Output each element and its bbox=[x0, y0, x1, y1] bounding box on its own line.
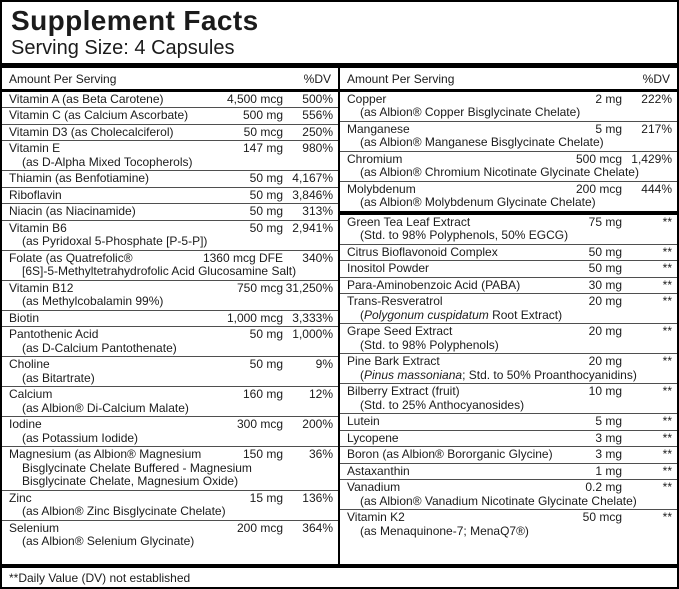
ingredient-row bbox=[340, 278, 677, 295]
ingredient-row bbox=[340, 510, 677, 539]
ingredient-main-line bbox=[9, 205, 333, 219]
ingredient-dv: 2,941% bbox=[292, 220, 333, 235]
ingredient-row bbox=[340, 182, 677, 211]
ingredient-dv: ** bbox=[662, 463, 672, 478]
ingredient-subtext: (as Pyridoxal 5-Phosphate [P-5-P]) bbox=[22, 234, 208, 249]
ingredient-subtext: (as Potassium Iodide) bbox=[22, 430, 139, 445]
ingredient-amount: 50 mcg bbox=[243, 124, 283, 139]
ingredient-amount: 200 mcg bbox=[236, 520, 283, 535]
ingredient-dv: 3,333% bbox=[292, 310, 333, 325]
ingredient-row bbox=[2, 491, 338, 521]
amount-per-serving-label: Amount Per Serving bbox=[9, 71, 117, 86]
facts-columns bbox=[2, 68, 677, 564]
ingredient-dv: ** bbox=[662, 354, 672, 369]
ingredient-row bbox=[340, 447, 677, 464]
ingredient-name: Vitamin C (as Calcium Ascorbate) bbox=[9, 108, 189, 123]
ingredient-dv: 36% bbox=[308, 447, 333, 462]
ingredient-amount: 2 mg bbox=[595, 91, 622, 106]
ingredient-row bbox=[340, 324, 677, 354]
ingredient-subtext: (Polygonum cuspidatum Root Extract) bbox=[360, 307, 563, 322]
ingredient-dv: ** bbox=[662, 324, 672, 339]
ingredient-row bbox=[340, 92, 677, 122]
ingredient-subtext: (Std. to 98% Polyphenols) bbox=[360, 337, 499, 352]
serving-size: Serving Size: 4 Capsules bbox=[11, 37, 235, 60]
ingredient-amount: 750 mcg bbox=[236, 280, 283, 295]
ingredient-dv: ** bbox=[662, 510, 672, 525]
ingredient-dv: 1,429% bbox=[631, 151, 672, 166]
ingredient-subtext: (as Menaquinone-7; MenaQ7®) bbox=[360, 523, 529, 538]
amount-per-serving-label: Amount Per Serving bbox=[347, 71, 455, 86]
daily-value-footnote: **Daily Value (DV) not established bbox=[9, 571, 191, 585]
ingredient-dv: 556% bbox=[302, 108, 333, 123]
ingredient-name: Copper bbox=[347, 91, 387, 106]
ingredient-main-line bbox=[9, 522, 333, 536]
ingredient-amount: 500 mg bbox=[242, 108, 283, 123]
ingredient-name: Vanadium bbox=[347, 480, 401, 495]
ingredient-row bbox=[340, 480, 677, 510]
ingredient-dv: 12% bbox=[308, 387, 333, 402]
ingredient-row bbox=[340, 261, 677, 278]
ingredient-row bbox=[2, 92, 338, 109]
ingredient-row bbox=[2, 311, 338, 328]
ingredient-row bbox=[2, 357, 338, 387]
ingredient-main-line bbox=[347, 415, 672, 429]
ingredient-main-line bbox=[347, 216, 672, 230]
ingredient-amount: 50 mg bbox=[588, 244, 622, 259]
ingredient-main-line bbox=[347, 183, 672, 197]
ingredient-row bbox=[340, 215, 677, 245]
ingredient-dv: ** bbox=[662, 430, 672, 445]
ingredient-name: Trans-Resveratrol bbox=[347, 294, 443, 309]
ingredient-main-line bbox=[347, 246, 672, 260]
ingredient-row bbox=[2, 521, 338, 550]
ingredient-name: Lycopene bbox=[347, 430, 399, 445]
ingredient-name: Folate (as Quatrefolic® bbox=[9, 250, 133, 265]
ingredient-amount: 50 mg bbox=[249, 357, 283, 372]
ingredient-amount: 20 mg bbox=[588, 294, 622, 309]
ingredient-name: Vitamin E bbox=[9, 141, 61, 156]
ingredient-amount: 300 mcg bbox=[236, 417, 283, 432]
ingredient-main-line bbox=[9, 358, 333, 372]
ingredient-row bbox=[340, 152, 677, 182]
ingredient-amount: 4,500 mcg bbox=[226, 91, 283, 106]
percent-dv-label: %DV bbox=[642, 71, 670, 86]
ingredient-main-line bbox=[347, 123, 672, 137]
ingredient-amount: 160 mg bbox=[242, 387, 283, 402]
ingredient-subtext: Bisglycinate Chelate, Magnesium Oxide) bbox=[22, 474, 239, 489]
ingredient-amount: 200 mcg bbox=[575, 181, 622, 196]
ingredient-dv: 500% bbox=[302, 91, 333, 106]
ingredient-subtext: (Pinus massoniana; Std. to 50% Proanthocyanidins) bbox=[360, 367, 637, 382]
ingredient-main-line bbox=[9, 172, 333, 186]
ingredient-main-line bbox=[9, 418, 333, 432]
ingredient-subtext: [6S]-5-Methyltetrahydrofolic Acid Glucosamine Salt) bbox=[22, 264, 297, 279]
ingredient-row bbox=[340, 431, 677, 448]
ingredient-name: Zinc bbox=[9, 490, 32, 505]
right-column bbox=[340, 68, 677, 564]
ingredient-name: Astaxanthin bbox=[347, 463, 410, 478]
label-title: Supplement Facts bbox=[11, 5, 259, 36]
ingredient-row bbox=[2, 281, 338, 311]
ingredient-name: Grape Seed Extract bbox=[347, 324, 453, 339]
percent-dv-label: %DV bbox=[303, 71, 331, 86]
ingredient-dv: 364% bbox=[302, 520, 333, 535]
ingredient-subtext: (as Albion® Copper Bisglycinate Chelate) bbox=[360, 105, 581, 120]
ingredient-dv: 217% bbox=[641, 121, 672, 136]
ingredient-subtext: (as Albion® Vanadium Nicotinate Glycinate Chelate) bbox=[360, 493, 637, 508]
ingredient-amount: 30 mg bbox=[588, 277, 622, 292]
ingredient-amount: 0.2 mg bbox=[585, 480, 622, 495]
ingredient-dv: ** bbox=[662, 294, 672, 309]
ingredient-dv: 3,846% bbox=[292, 187, 333, 202]
ingredient-amount: 50 mg bbox=[588, 261, 622, 276]
ingredient-dv: ** bbox=[662, 261, 672, 276]
ingredient-name: Magnesium (as Albion® Magnesium bbox=[9, 447, 202, 462]
ingredient-main-line bbox=[347, 325, 672, 339]
ingredient-row bbox=[2, 125, 338, 142]
ingredient-subtext: (as Albion® Selenium Glycinate) bbox=[22, 534, 195, 549]
ingredient-row bbox=[2, 171, 338, 188]
ingredient-row bbox=[2, 387, 338, 417]
ingredient-subtext: (as Albion® Molybdenum Glycinate Chelate) bbox=[360, 195, 596, 210]
right-column-header bbox=[340, 68, 677, 92]
ingredient-row bbox=[2, 141, 338, 171]
ingredient-name: Citrus Bioflavonoid Complex bbox=[347, 244, 498, 259]
ingredient-name: Thiamin (as Benfotiamine) bbox=[9, 171, 150, 186]
ingredient-subtext: (as Albion® Zinc Bisglycinate Chelate) bbox=[22, 504, 226, 519]
ingredient-dv: ** bbox=[662, 384, 672, 399]
ingredient-row bbox=[340, 245, 677, 262]
ingredient-subtext: (as Bitartrate) bbox=[22, 370, 95, 385]
ingredient-amount: 1360 mcg DFE bbox=[202, 250, 283, 265]
ingredient-amount: 15 mg bbox=[249, 490, 283, 505]
ingredient-dv: 9% bbox=[315, 357, 333, 372]
ingredient-name: Green Tea Leaf Extract bbox=[347, 214, 471, 229]
ingredient-amount: 500 mcg bbox=[575, 151, 622, 166]
ingredient-name: Vitamin K2 bbox=[347, 510, 405, 525]
ingredient-amount: 75 mg bbox=[588, 214, 622, 229]
ingredient-name: Calcium bbox=[9, 387, 53, 402]
ingredient-subtext: (as Albion® Manganese Bisglycinate Chelate) bbox=[360, 135, 604, 150]
ingredient-subtext: Bisglycinate Chelate Buffered - Magnesium bbox=[22, 460, 252, 475]
ingredient-row bbox=[2, 221, 338, 251]
ingredient-subtext: (Std. to 25% Anthocyanosides) bbox=[360, 397, 525, 412]
ingredient-dv: 31,250% bbox=[285, 280, 333, 295]
ingredient-row bbox=[2, 447, 338, 491]
ingredient-main-line bbox=[9, 492, 333, 506]
ingredient-name: Pine Bark Extract bbox=[347, 354, 440, 369]
ingredient-amount: 3 mg bbox=[595, 447, 622, 462]
ingredient-row bbox=[340, 294, 677, 324]
ingredient-amount: 5 mg bbox=[595, 121, 622, 136]
ingredient-name: Vitamin A (as Beta Carotene) bbox=[9, 91, 164, 106]
ingredient-name: Vitamin B6 bbox=[9, 220, 67, 235]
ingredient-main-line bbox=[347, 279, 672, 293]
ingredient-name: Para-Aminobenzoic Acid (PABA) bbox=[347, 277, 521, 292]
ingredient-name: Selenium bbox=[9, 520, 60, 535]
ingredient-latin-name: Pinus massoniana bbox=[364, 367, 463, 382]
ingredient-name: Bilberry Extract (fruit) bbox=[347, 384, 460, 399]
ingredient-main-line bbox=[9, 109, 333, 123]
right-botanical-rows bbox=[340, 215, 677, 540]
ingredient-dv: 4,167% bbox=[292, 171, 333, 186]
ingredient-amount: 1 mg bbox=[595, 463, 622, 478]
ingredient-dv: 1,000% bbox=[292, 327, 333, 342]
ingredient-name: Riboflavin bbox=[9, 187, 62, 202]
ingredient-row bbox=[2, 108, 338, 125]
right-mineral-rows bbox=[340, 92, 677, 211]
ingredient-name: Inositol Powder bbox=[347, 261, 430, 276]
ingredient-subtext: (as Methylcobalamin 99%) bbox=[22, 294, 164, 309]
ingredient-main-line bbox=[9, 252, 333, 266]
ingredient-main-line bbox=[347, 295, 672, 309]
ingredient-subtext: (Std. to 98% Polyphenols, 50% EGCG) bbox=[360, 228, 569, 243]
ingredient-main-line bbox=[9, 328, 333, 342]
ingredient-dv: ** bbox=[662, 277, 672, 292]
ingredient-main-line bbox=[9, 189, 333, 203]
ingredient-main-line bbox=[347, 448, 672, 462]
ingredient-row bbox=[340, 122, 677, 152]
ingredient-amount: 3 mg bbox=[595, 430, 622, 445]
ingredient-row bbox=[2, 204, 338, 221]
ingredient-name: Biotin bbox=[9, 310, 40, 325]
ingredient-main-line bbox=[347, 153, 672, 167]
ingredient-main-line bbox=[9, 448, 333, 462]
ingredient-latin-name: Polygonum cuspidatum bbox=[364, 307, 489, 322]
ingredient-dv: 313% bbox=[302, 204, 333, 219]
ingredient-amount: 150 mg bbox=[242, 447, 283, 462]
ingredient-dv: 136% bbox=[302, 490, 333, 505]
ingredient-amount: 50 mg bbox=[249, 327, 283, 342]
ingredient-name: Lutein bbox=[347, 414, 380, 429]
ingredient-dv: ** bbox=[662, 244, 672, 259]
ingredient-main-line bbox=[9, 388, 333, 402]
ingredient-dv: 980% bbox=[302, 141, 333, 156]
ingredient-dv: 222% bbox=[641, 91, 672, 106]
ingredient-main-line bbox=[9, 126, 333, 140]
ingredient-name: Molybdenum bbox=[347, 181, 416, 196]
ingredient-amount: 50 mg bbox=[249, 171, 283, 186]
ingredient-amount: 20 mg bbox=[588, 354, 622, 369]
left-column bbox=[2, 68, 340, 564]
ingredient-main-line bbox=[9, 222, 333, 236]
ingredient-row bbox=[2, 188, 338, 205]
ingredient-main-line bbox=[9, 312, 333, 326]
ingredient-main-line bbox=[347, 511, 672, 525]
ingredient-subtext: (as Albion® Di-Calcium Malate) bbox=[22, 400, 189, 415]
ingredient-subtext: (as D-Calcium Pantothenate) bbox=[22, 340, 177, 355]
ingredient-row bbox=[2, 327, 338, 357]
ingredient-main-line bbox=[347, 355, 672, 369]
label-header bbox=[2, 2, 677, 63]
ingredient-name: Choline bbox=[9, 357, 50, 372]
ingredient-name: Boron (as Albion® Bororganic Glycine) bbox=[347, 447, 553, 462]
ingredient-row bbox=[340, 384, 677, 414]
ingredient-dv: ** bbox=[662, 480, 672, 495]
ingredient-amount: 147 mg bbox=[242, 141, 283, 156]
ingredient-main-line bbox=[347, 465, 672, 479]
ingredient-dv: ** bbox=[662, 214, 672, 229]
ingredient-main-line bbox=[347, 481, 672, 495]
ingredient-row bbox=[2, 251, 338, 281]
ingredient-dv: 444% bbox=[641, 181, 672, 196]
ingredient-subtext: (as D-Alpha Mixed Tocopherols) bbox=[22, 154, 193, 169]
ingredient-name: Pantothenic Acid bbox=[9, 327, 99, 342]
ingredient-name: Chromium bbox=[347, 151, 403, 166]
ingredient-dv: 340% bbox=[302, 250, 333, 265]
ingredient-amount: 50 mcg bbox=[582, 510, 622, 525]
ingredient-main-line bbox=[9, 142, 333, 156]
ingredient-amount: 10 mg bbox=[588, 384, 622, 399]
ingredient-amount: 50 mg bbox=[249, 220, 283, 235]
ingredient-amount: 50 mg bbox=[249, 204, 283, 219]
ingredient-name: Vitamin D3 (as Cholecalciferol) bbox=[9, 124, 174, 139]
ingredient-dv: ** bbox=[662, 447, 672, 462]
ingredient-main-line bbox=[9, 282, 333, 296]
ingredient-name: Vitamin B12 bbox=[9, 280, 74, 295]
ingredient-subtext: (as Albion® Chromium Nicotinate Glycinate Chelate) bbox=[360, 165, 639, 180]
ingredient-row bbox=[340, 414, 677, 431]
ingredient-row bbox=[340, 464, 677, 481]
ingredient-name: Manganese bbox=[347, 121, 410, 136]
ingredient-amount: 50 mg bbox=[249, 187, 283, 202]
ingredient-name: Niacin (as Niacinamide) bbox=[9, 204, 136, 219]
left-ingredient-rows bbox=[2, 92, 338, 550]
ingredient-row bbox=[2, 417, 338, 447]
ingredient-main-line bbox=[347, 93, 672, 107]
ingredient-main-line bbox=[347, 385, 672, 399]
ingredient-main-line bbox=[9, 93, 333, 107]
ingredient-main-line bbox=[347, 262, 672, 276]
left-column-header bbox=[2, 68, 338, 92]
ingredient-dv: 250% bbox=[302, 124, 333, 139]
ingredient-row bbox=[340, 354, 677, 384]
ingredient-name: Iodine bbox=[9, 417, 42, 432]
ingredient-amount: 1,000 mcg bbox=[226, 310, 283, 325]
ingredient-amount: 20 mg bbox=[588, 324, 622, 339]
ingredient-dv: 200% bbox=[302, 417, 333, 432]
ingredient-amount: 5 mg bbox=[595, 414, 622, 429]
ingredient-main-line bbox=[347, 432, 672, 446]
ingredient-dv: ** bbox=[662, 414, 672, 429]
